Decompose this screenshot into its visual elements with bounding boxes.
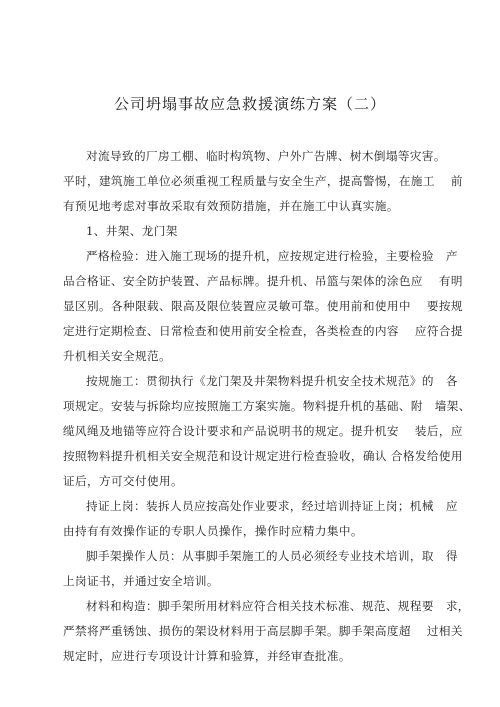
paragraph bbox=[63, 544, 458, 594]
paragraph-line: 项规定。安装与拆除均应按照施工方案实施。物料提升机的基础、附 墙架、 bbox=[63, 399, 471, 413]
paragraph-line: 按规施工：贯彻执行《龙门架及井架物料提升机安全技术规范》的 各 bbox=[86, 374, 458, 388]
paragraph-line: 升机相关安全规范。 bbox=[63, 349, 171, 363]
paragraph bbox=[63, 219, 443, 244]
paragraph-line: 按照物料提升机相关安全规范和设计规定进行检查验收，确认 合格发给使用 bbox=[63, 449, 463, 463]
paragraph-line: 由持有有效操作证的专职人员操作，操作时应精力集中。 bbox=[63, 524, 363, 538]
paragraph-line: 缆风绳及地锚等应符合设计要求和产品说明书的规定。提升机安 装后，应 bbox=[63, 424, 463, 438]
paragraph-line: 持证上岗：装拆人员应按高处作业要求，经过培训持证上岗；机械 应 bbox=[86, 499, 458, 513]
paragraph-line: 材料和构造：脚手架所用材料应符合相关技术标准、规范、规程要 求， bbox=[86, 599, 470, 613]
document-title: 公司坍塌事故应急救援演练方案（二） bbox=[113, 95, 386, 113]
paragraph bbox=[63, 594, 470, 669]
paragraph-line: 定进行定期检查、日常检查和使用前安全检查，各类检查的内容 应符合提 bbox=[63, 324, 463, 338]
paragraph-line: 显区别。各种限载、限高及限位装置应灵敏可靠。使用前和使用中 要按规 bbox=[63, 299, 463, 313]
paragraph-line: 有预见地考虑对事故采取有效预防措施，并在施工中认真实施。 bbox=[63, 199, 399, 213]
paragraph-line: 规定时，应进行专项设计计算和验算，并经审查批准。 bbox=[63, 649, 351, 663]
paragraph-line: 脚手架操作人员：从事脚手架施工的人员必须经专业技术培训，取 得 bbox=[86, 549, 458, 563]
paragraph-line: 证后，方可交付使用。 bbox=[63, 474, 183, 488]
document-body bbox=[63, 144, 471, 669]
paragraph-line: 对流导致的厂房工棚、临时构筑物、户外广告牌、树木倒塌等灾害。 bbox=[86, 149, 446, 163]
paragraph-line: 严禁将严重锈蚀、损伤的架设材料用于高层脚手架。脚手架高度超 过相关 bbox=[63, 624, 463, 638]
paragraph-line: 严格检验：进入施工现场的提升机，应按规定进行检验，主要检验 产 bbox=[86, 249, 458, 263]
paragraph-line: 上岗证书，并通过安全培训。 bbox=[63, 574, 219, 588]
paragraph-line: 1、井架、龙门架 bbox=[86, 224, 178, 238]
paragraph bbox=[63, 244, 463, 369]
paragraph-line: 平时，建筑施工单位必须重视工程质量与安全生产，提高警惕，在施工 前 bbox=[63, 174, 463, 188]
paragraph bbox=[63, 369, 471, 494]
paragraph bbox=[63, 144, 463, 219]
paragraph bbox=[63, 494, 458, 544]
paragraph-line: 品合格证、安全防护装置、产品标牌。提升机、吊篮与架体的涂色应 有明 bbox=[63, 274, 463, 288]
